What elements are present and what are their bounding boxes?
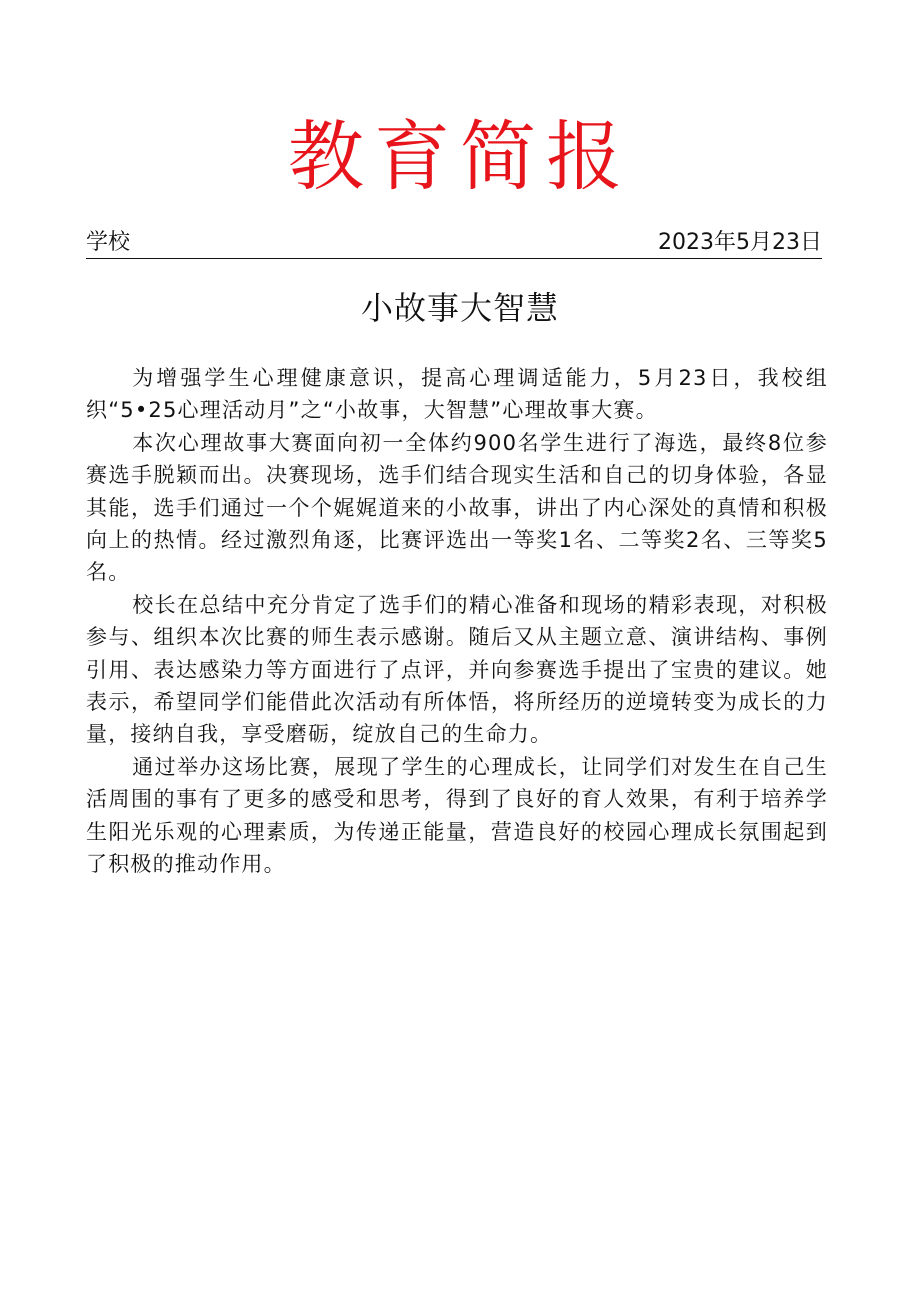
article-body xyxy=(86,362,828,881)
paragraph: 校长在总结中充分肯定了选手们的精心准备和现场的精彩表现，对积极参与、组织本次比赛的师生表示感谢。随后又从主题立意、演讲结构、事例引用、表达感染力等方面进行了点评，并向参赛选手提出了宝贵的建议。她表示，希望同学们能借此次活动有所体悟，将所经历的逆境转变为成长的力量，接纳自我，享受磨砺，绽放自己的生命力。 xyxy=(86,592,828,747)
paragraph: 为增强学生心理健康意识，提高心理调适能力，5月23日，我校组织“5•25心理活动月”之“小故事，大智慧”心理故事大赛。 xyxy=(86,366,828,423)
article-title: 小故事大智慧 xyxy=(360,289,559,327)
paragraph: 本次心理故事大赛面向初一全体约900名学生进行了海选，最终8位参赛选手脱颖而出。决赛现场，选手们结合现实生活和自己的切身体验，各显其能，选手们通过一个个娓娓道来的小故事，讲出了内心深处的真情和积极向上的热情。经过激烈角逐，比赛评选出一等奖1名、二等奖2名、三等奖5名。 xyxy=(86,430,828,585)
meta-line xyxy=(86,228,822,259)
issue-date: 2023年5月23日 xyxy=(658,230,822,255)
school-label: 学校 xyxy=(86,230,131,255)
paragraph: 通过举办这场比赛，展现了学生的心理成长，让同学们对发生在自己生活周围的事有了更多的感受和思考，得到了良好的育人效果，有利于培养学生阳光乐观的心理素质，为传递正能量，营造良好的校园心理成长氛围起到了积极的推动作用。 xyxy=(86,754,828,877)
masthead-title: 教育简报 xyxy=(288,112,632,201)
